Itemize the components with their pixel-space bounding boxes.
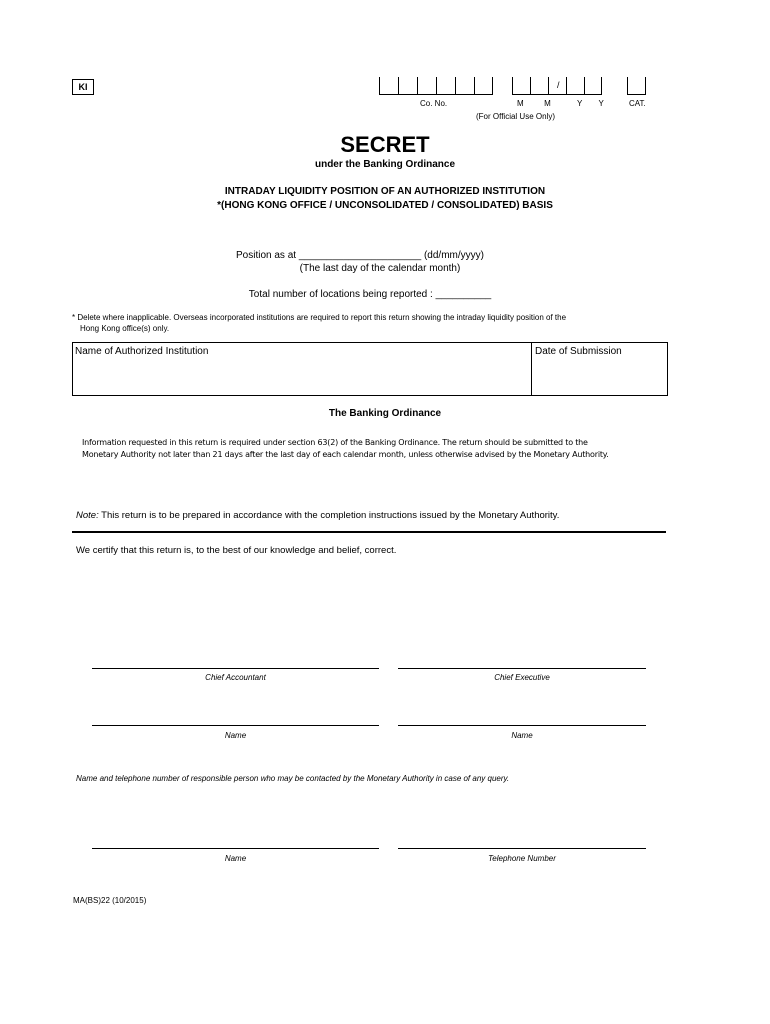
chief-executive-label: Chief Executive (494, 673, 550, 682)
page-title: SECRET (340, 132, 430, 157)
information-line1: Information requested in this return is required under section 63(2) of the Banking Ordinance. The return should be submitted to the (82, 438, 588, 447)
contact-person-note: Name and telephone number of responsible person who may be contacted by the Monetary Authority in case of any query. (76, 774, 510, 783)
contact-name-line[interactable] (92, 848, 379, 849)
note-text: This return is to be prepared in accordance with the completion instructions issued by the Monetary Authority. (98, 510, 560, 521)
month-label: M M (517, 99, 551, 108)
accountant-name-label: Name (224, 731, 247, 740)
year-label: Y Y (577, 99, 604, 108)
locations-field[interactable]: Total number of locations being reported : __________ (248, 289, 492, 300)
cat-label: CAT. (629, 99, 646, 108)
certification-statement: We certify that this return is, to the best of our knowledge and belief, correct. (76, 545, 397, 556)
chief-accountant-label: Chief Accountant (205, 673, 266, 682)
chief-accountant-signature-line[interactable] (92, 668, 379, 669)
position-date-field[interactable]: Position as at ______________________ (dd/mm/yyyy) (236, 250, 484, 261)
banking-ordinance-title: The Banking Ordinance (328, 408, 442, 419)
box-divider (531, 343, 532, 395)
accountant-name-line[interactable] (92, 725, 379, 726)
delete-note-line1: * Delete where inapplicable. Overseas incorporated institutions are required to report this return showing the intraday liquidity position of the (72, 313, 567, 322)
executive-name-label: Name (511, 731, 533, 740)
category-boxes[interactable] (627, 77, 646, 95)
return-heading-line2: *(HONG KONG OFFICE / UNCONSOLIDATED / CONSOLIDATED) BASIS (217, 200, 553, 211)
telephone-number-line[interactable] (398, 848, 646, 849)
telephone-number-label: Telephone Number (488, 854, 556, 863)
position-date-note: (The last day of the calendar month) (299, 263, 461, 274)
institution-name-field[interactable]: Name of Authorized Institution (75, 346, 209, 357)
note-prefix: Note: (76, 510, 99, 521)
official-use-label: (For Official Use Only) (476, 112, 555, 121)
co-no-label: Co. No. (420, 99, 448, 108)
contact-name-label: Name (224, 854, 247, 863)
institution-details-box (72, 342, 668, 396)
information-paragraph (82, 437, 662, 461)
chief-executive-signature-line[interactable] (398, 668, 646, 669)
ki-box: KI (72, 79, 94, 95)
company-number-boxes[interactable] (379, 77, 493, 95)
executive-name-line[interactable] (398, 725, 646, 726)
section-divider (72, 531, 666, 533)
form-code: MA(BS)22 (10/2015) (73, 896, 147, 905)
return-heading-line1: INTRADAY LIQUIDITY POSITION OF AN AUTHORIZED INSTITUTION (224, 186, 546, 197)
page-subtitle: under the Banking Ordinance (314, 159, 456, 170)
note-paragraph (76, 510, 559, 521)
information-line2: Monetary Authority not later than 21 days after the last day of each calendar month, unless otherwise advised by the Monetary Authority. (82, 450, 609, 459)
delete-note-line2: Hong Kong office(s) only. (80, 324, 170, 333)
submission-date-field[interactable]: Date of Submission (535, 346, 622, 357)
date-slash: / (557, 80, 560, 90)
